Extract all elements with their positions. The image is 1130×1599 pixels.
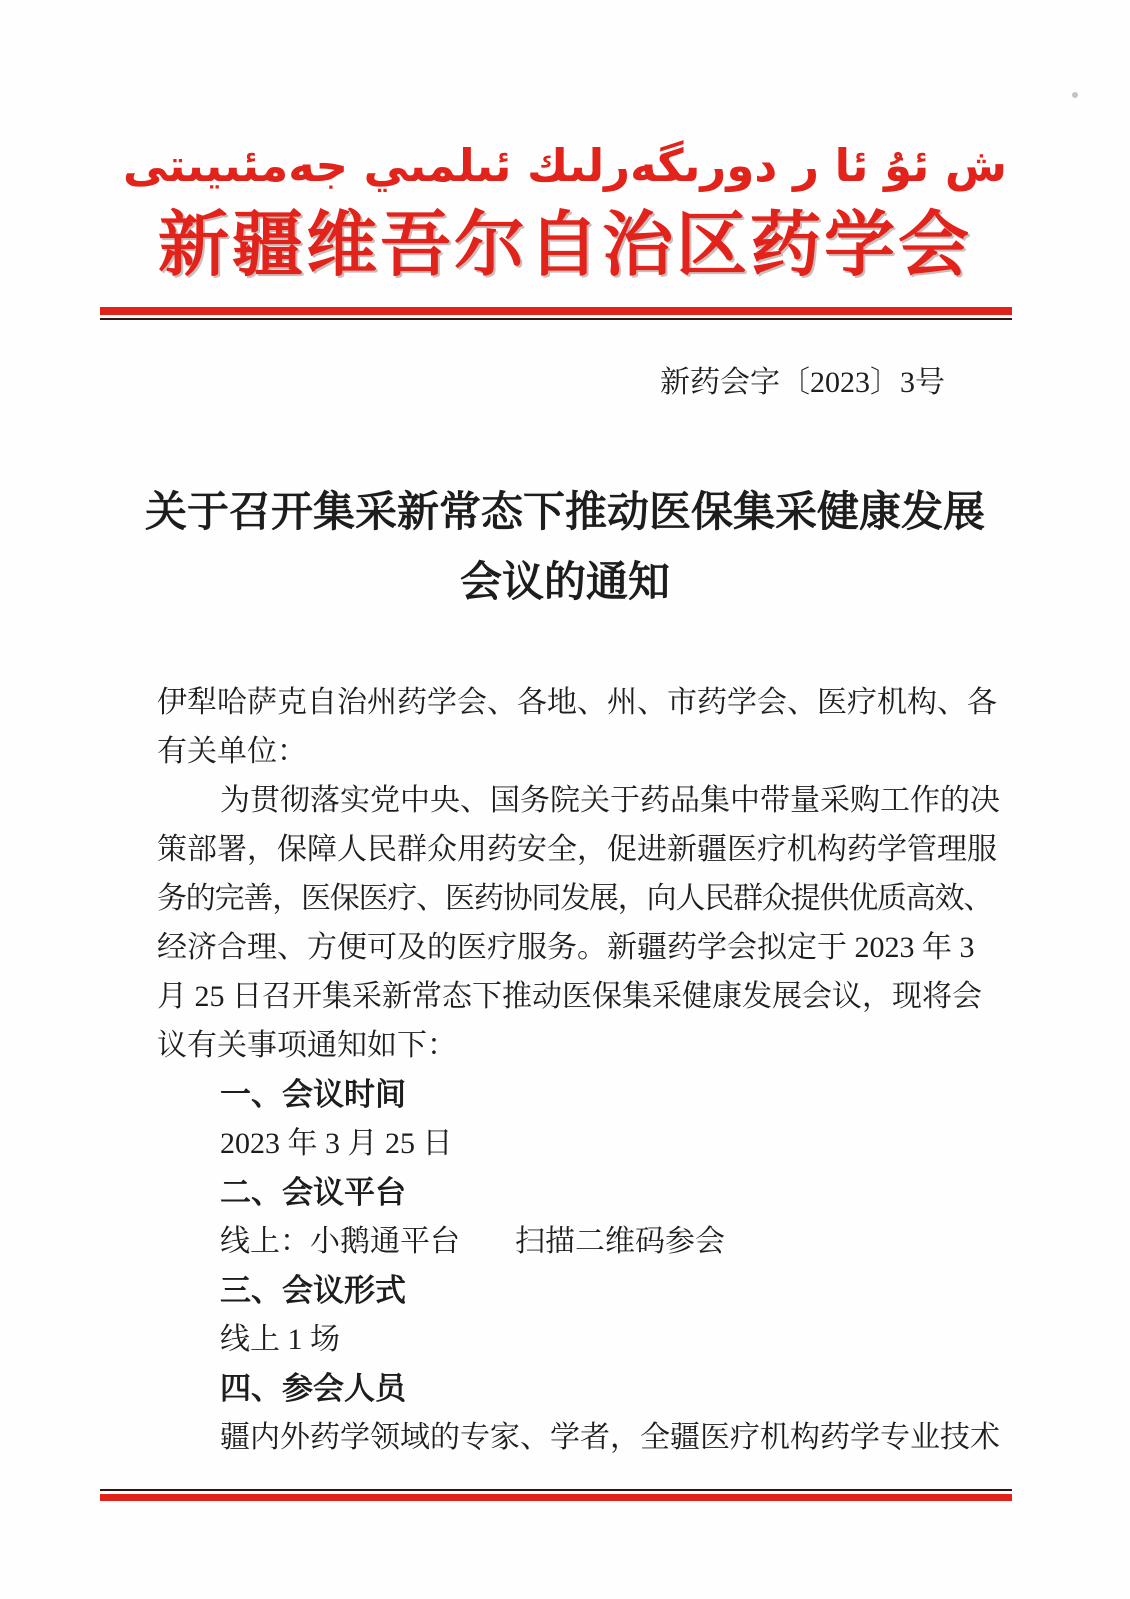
section-1-heading: 一、会议时间 (220, 1077, 406, 1112)
document-number: 新药会字〔2023〕3号 (660, 366, 945, 399)
paragraph-line-2: 策部署，保障人民群众用药安全，促进新疆医疗机构药学管理服 (157, 833, 997, 866)
header-divider-dark-line (100, 318, 1012, 320)
paragraph-line-4: 经济合理、方便可及的医疗服务。新疆药学会拟定于 2023 年 3 (157, 931, 975, 964)
online-platform-text: 线上：小鹅通平台 (220, 1225, 460, 1258)
section-3-content: 线上 1 场 (220, 1323, 340, 1356)
notice-title-line-1: 关于召开集采新常态下推动医保集采健康发展 (144, 490, 985, 536)
section-4-content-line-1: 疆内外药学领域的专家、学者，全疆医疗机构药学专业技术 (220, 1421, 1000, 1454)
paragraph-line-3: 务的完善，医保医疗、医药协同发展，向人民群众提供优质高效、 (157, 882, 993, 915)
paragraph-line-6: 议有关事项通知如下： (157, 1029, 457, 1062)
footer-divider-dark-line (100, 1489, 1012, 1491)
section-4-heading: 四、参会人员 (220, 1371, 406, 1406)
section-2-heading: 二、会议平台 (220, 1175, 406, 1210)
section-2-content (157, 1217, 1009, 1266)
footer-divider-red-line (100, 1494, 1012, 1501)
scan-artifact-dot (1072, 92, 1078, 98)
header-divider (100, 307, 1012, 321)
header-divider-red-line (100, 307, 1012, 315)
salutation-line-2: 有关单位： (157, 735, 307, 768)
paragraph-line-5: 月 25 日召开集采新常态下推动医保集采健康发展会议，现将会 (157, 980, 982, 1013)
scan-qr-text: 扫描二维码参会 (515, 1225, 725, 1258)
notice-title (0, 478, 1130, 618)
notice-title-line-2: 会议的通知 (459, 560, 670, 606)
section-3-heading: 三、会议形式 (220, 1273, 406, 1308)
footer-divider (100, 1489, 1012, 1502)
org-name-uyghur: ش ئۇ ئا ر دورىگەرلىك ئىلمىي جەمئىيىتى (123, 139, 1007, 192)
salutation-line-1: 伊犁哈萨克自治州药学会、各地、州、市药学会、医疗机构、各 (157, 686, 997, 719)
section-1-content: 2023 年 3 月 25 日 (220, 1127, 453, 1160)
notice-body (157, 678, 1009, 1462)
org-name-chinese: 新疆维吾尔自治区药学会 (157, 207, 972, 285)
paragraph-line-1: 为贯彻落实党中央、国务院关于药品集中带量采购工作的决 (220, 784, 1000, 817)
